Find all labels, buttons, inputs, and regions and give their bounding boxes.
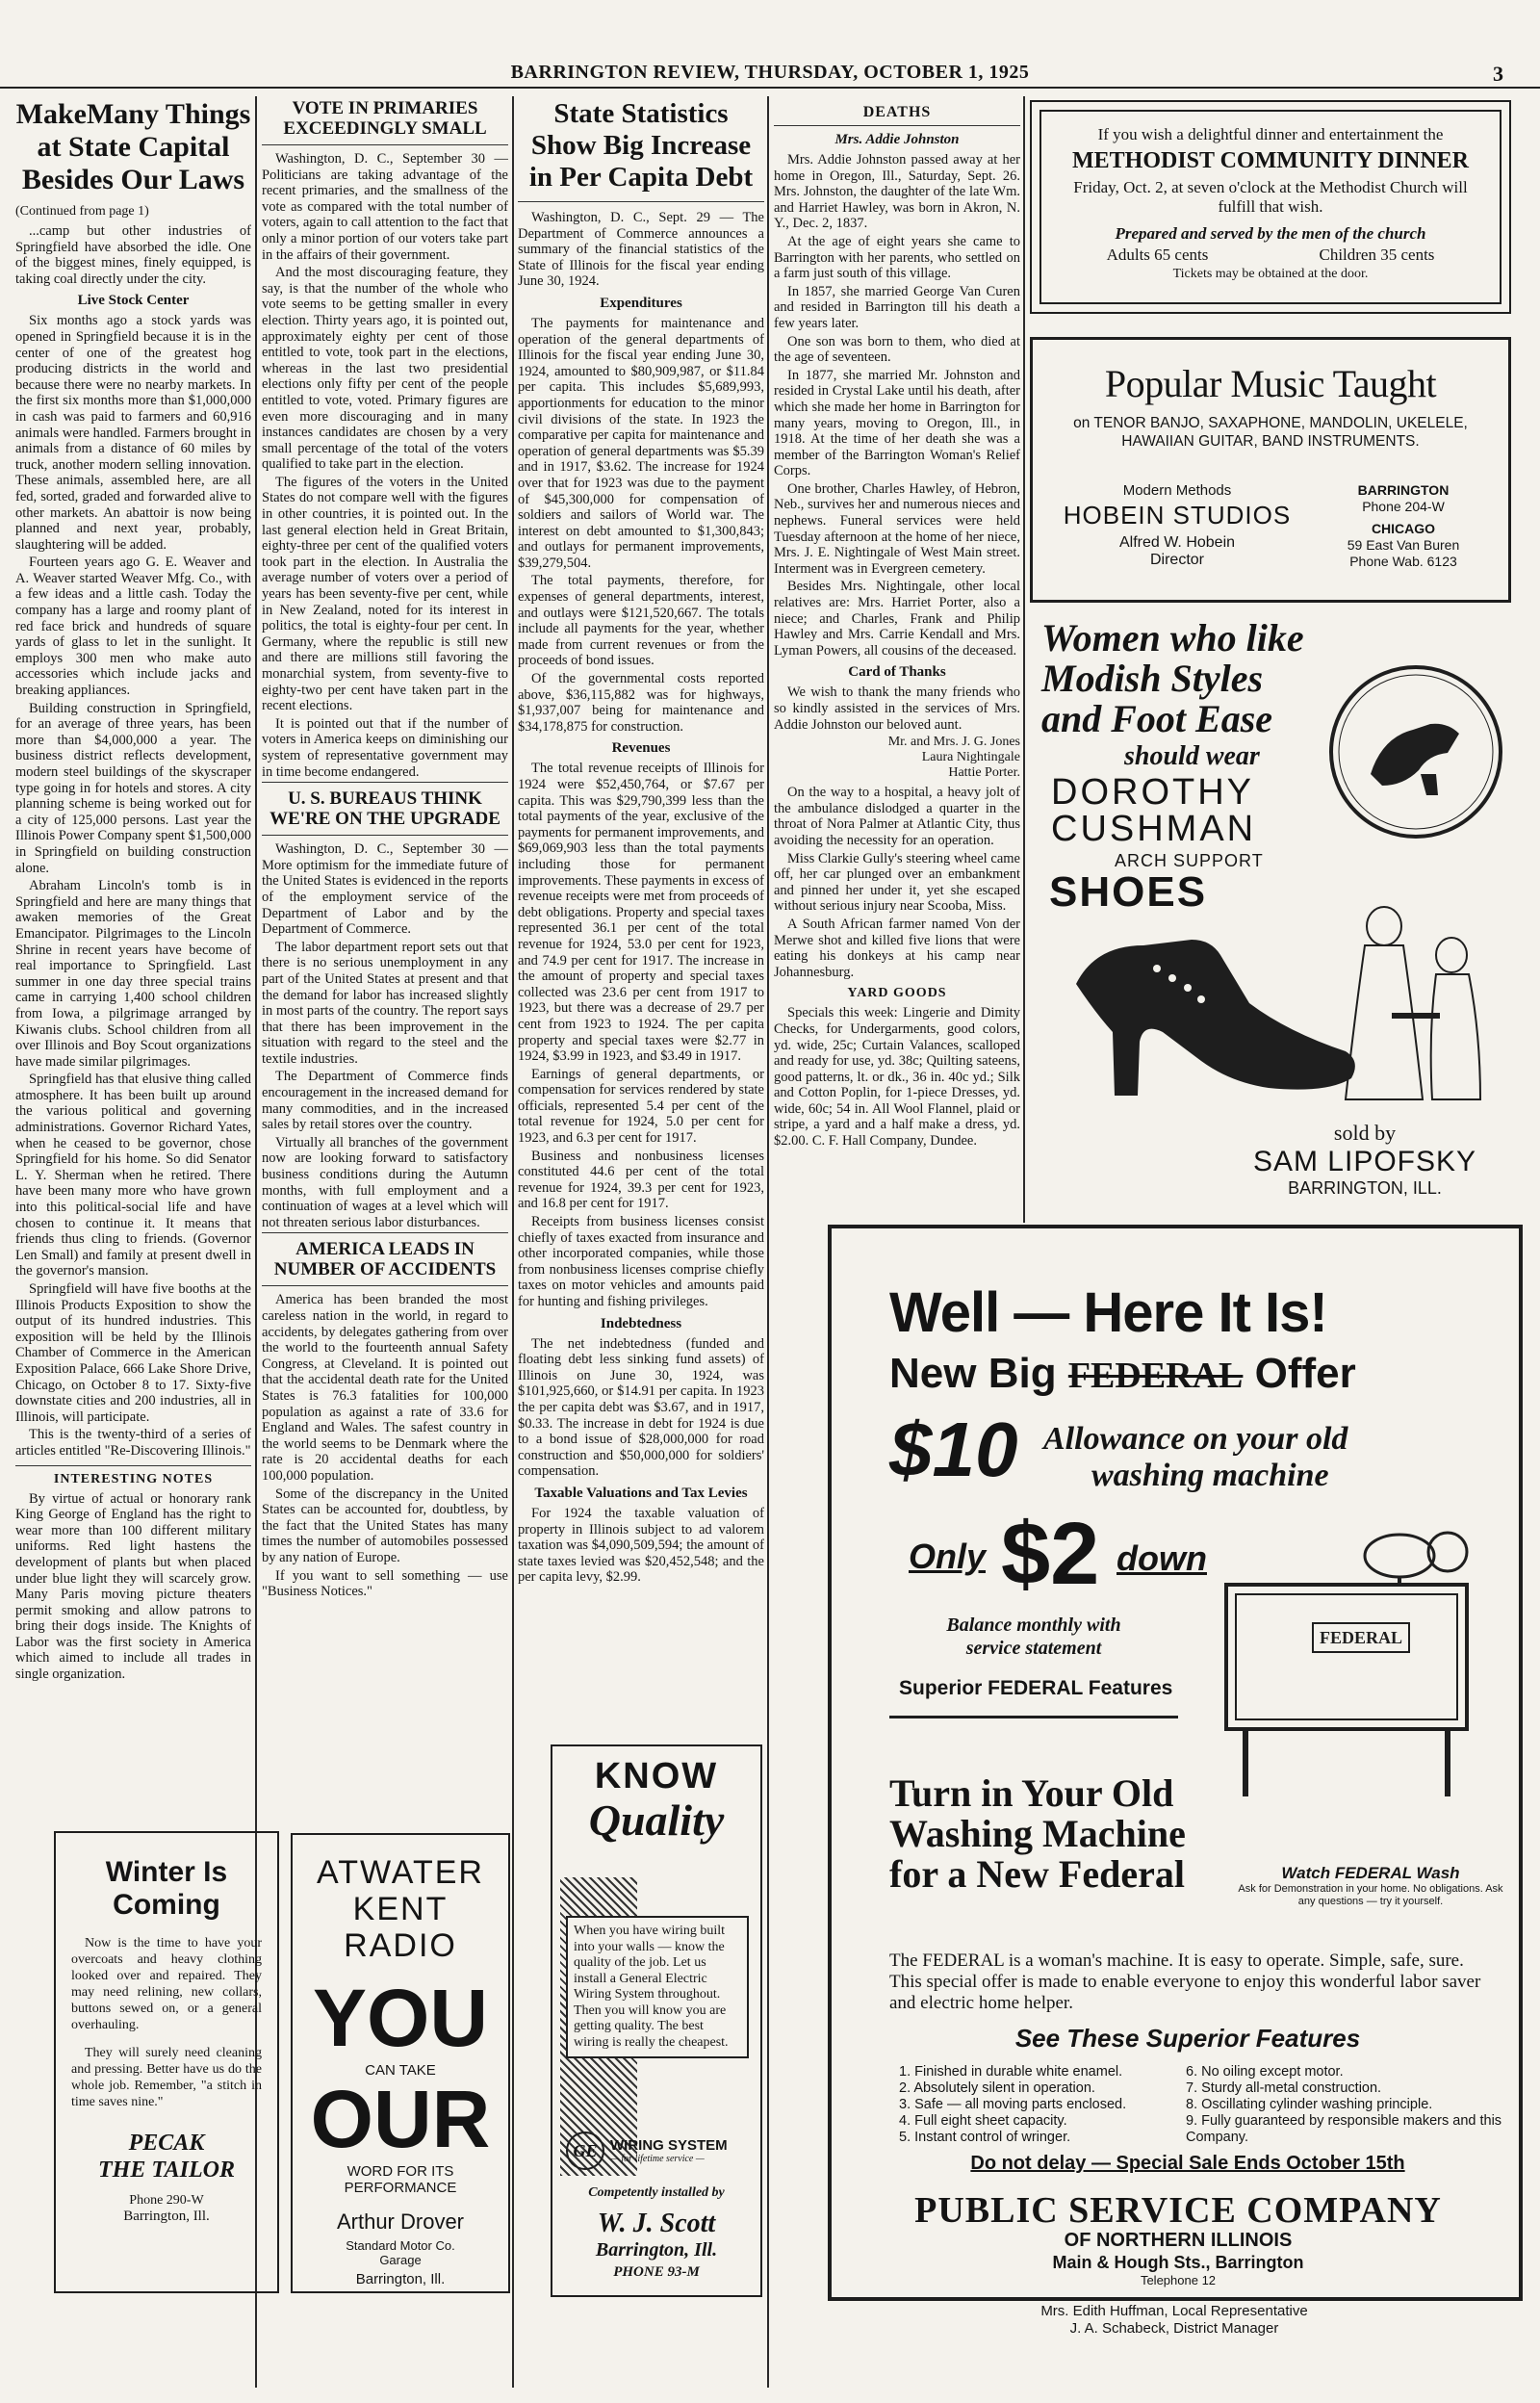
price-children: Children 35 cents xyxy=(1319,245,1435,264)
article-paragraph: Earnings of general departments, or compensation for services rendered by state officials, represented 5.4 per cent of the total revenue for 1924, 5.0 per cent for 1923, and 6.3 per cent for 1917. xyxy=(518,1066,764,1147)
article-paragraph: Mrs. Addie Johnston passed away at her home in Oregon, Ill., Saturday, Sept. 26. Mrs. Johnston, the daughter of the late Wm. and Harriet Hawley, was born in Akron, N. Y., Dec. 2, 1837. xyxy=(774,152,1020,232)
seller-place: BARRINGTON, ILL. xyxy=(1288,1178,1442,1198)
ad-director-title: Director xyxy=(1149,552,1204,568)
article-paragraph: Washington, D. C., September 30 — More optimism for the immediate future of the United States is evidenced in the reports of the employment service of the Department of Labor and by the Department of Commerce. xyxy=(262,841,508,938)
brand-line: ATWATER xyxy=(317,1854,484,1891)
feature-item: 5. Instant control of wringer. xyxy=(899,2130,1071,2145)
continued-note: (Continued from page 1) xyxy=(15,204,149,219)
section-heading: DEATHS xyxy=(774,104,1020,126)
subheading: Taxable Valuations and Tax Levies xyxy=(534,1485,748,1501)
article-headline: State Statistics Show Big Increase in Per Capita Debt xyxy=(518,98,764,202)
brand-line-2: CUSHMAN xyxy=(1051,809,1257,849)
ad-title: Popular Music Taught xyxy=(1104,362,1437,405)
company-telephone: Telephone 12 xyxy=(1140,2273,1217,2287)
ad-our: OUR xyxy=(310,2074,491,2164)
ad-name xyxy=(56,2130,277,2183)
column-3 xyxy=(518,98,764,1735)
column-rule xyxy=(1023,96,1025,1223)
ad-allowance-amount: $10 xyxy=(889,1407,1018,1492)
article-paragraph: Virtually all branches of the government now are looking forward to satisfactory business conditions during the Autumn months, with full employment and a continuation of wages at a level which will not threaten serious labor disturbances. xyxy=(262,1134,508,1230)
article-paragraph: Receipts from business licenses consist chiefly of taxes exacted from insurance and other incorporated companies, while those from nonbusiness licenses comprise chiefly taxes on motor vehicles and amounts paid for hunting and fishing privileges. xyxy=(518,1214,764,1309)
trade-in-line: for a New Federal xyxy=(889,1852,1185,1896)
article-paragraph: By virtue of actual or honorary rank King George of England has the right to wear more than 100 different military uniforms. Red light hastens the development of plants but when placed under blue light they will scarcely grow. Many Paris moving picture theaters permit smoking and allow patrons to bring their dogs inside. The Knights of Labor was the first society in America which aimed to include all trades in single organization. xyxy=(15,1490,251,1683)
ad-offer-line xyxy=(889,1350,1356,1398)
ad-description: The FEDERAL is a woman's machine. It is easy to operate. Simple, safe, sure. This special offer is made to enable everyone to enjoy this wonderful labor saver and electric home helper. xyxy=(889,1951,1481,2013)
subheading: Card of Thanks xyxy=(848,664,946,681)
ad-when: Friday, Oct. 2, at seven o'clock at the Methodist Church will fulfill that wish. xyxy=(1073,178,1468,216)
ad-body: When you have wiring built into your walls — know the quality of the job. Let us install a General Electric Wiring System throughout. Then you will know you are getting quality. The best wiring is really the cheapest. xyxy=(566,1916,749,2058)
ad-can-take: CAN TAKE xyxy=(365,2062,436,2079)
ad-deadline: Do not delay — Special Sale Ends October 15th xyxy=(970,2153,1405,2174)
article-paragraph: Springfield will have five booths at the Illinois Products Exposition to show the output of its hundred industries. This exposition will be held by the Illinois Chamber of Commerce in the American Exposition Palace, 666 Lake Shore Drive, Chicago, on October 8 to 17. Sixty-five downstate cities and 200 industries, all in Illinois, will participate. xyxy=(15,1281,251,1425)
ad-pecak-tailor xyxy=(54,1831,279,2293)
ad-place: Barrington, Ill. xyxy=(123,2209,210,2224)
ad-paragraph: Now is the time to have your overcoats and heavy clothing looked over and repaired. They may need relining, new collars, buttons sewed on, or a general overhauling. xyxy=(71,1936,262,2032)
signature: Hattie Porter. xyxy=(948,765,1020,781)
location-address: 59 East Van Buren xyxy=(1347,537,1460,553)
article-paragraph: Springfield has that elusive thing called atmosphere. It has been built up around the various political and governing administrations. Governor Richard Yates, when he ceased to be governor, chose Springfield for his home. So did Senator L. Y. Sherman when he retired. There have been many more who have grown into this political-social life and have chosen to continue it. It means that friends thus cling to friends. (Governor Len Small) and family at present dwell in the governor's mansion. xyxy=(15,1072,251,1279)
subheading: YARD GOODS xyxy=(847,986,947,1001)
subheading: Expenditures xyxy=(600,295,682,311)
ad-know: KNOW xyxy=(594,1756,719,1796)
shoe-illustration-icon xyxy=(1057,917,1365,1109)
feature-item: 3. Safe — all moving parts enclosed. xyxy=(899,2097,1127,2112)
article-paragraph: And the most discouraging feature, they say, is that the number of the whole who vote seems to be getting smaller in every election. Thirty years ago, it is pointed out, approximately eighty per cent of those entitled to vote, took part in the elections, whereas in the last two presidential elections only fifty per cent of the people entitled to vote, voted. Primary figures are even more discouraging and in many instances candidates are chosen by a very small percentage of the total of the voters qualified to take part in the election. xyxy=(262,265,508,473)
ad-shoes-word: SHOES xyxy=(1049,868,1208,916)
ad-trade-in xyxy=(889,1773,1186,1895)
ad-dorothy-cushman-shoes xyxy=(1028,608,1513,1201)
machine-label: FEDERAL xyxy=(1319,1628,1403,1647)
ad-title xyxy=(56,1856,277,1922)
article-paragraph: Miss Clarkie Gully's steering wheel came off, her car plunged over an embankment and pinned her under it, yet she escaped without serious injury near Scooba, Miss. xyxy=(774,850,1020,915)
column-rule xyxy=(767,96,769,2388)
feature-item: 4. Full eight sheet capacity. xyxy=(899,2113,1067,2129)
article-paragraph: The total revenue receipts of Illinois for 1924 were $52,450,764, or $7.67 per capita. This was $29,790,399 less than the total payments of the year, exclusive of the payments for permanent improvements, and $69,069,903 less than the total payments including those for permanent improvements. These payments in excess of revenue receipts were met from proceeds of debt obligations. Property and special taxes represented 36.1 per cent of the total revenue for 1924, 53.0 per cent for 1923, and 74.9 per cent for 1917. The increase in the amount of property and special taxes collected was 23.6 per cent from 1917 to 1923, but there was a decrease of 29.7 per cent from 1923 to 1924. The per capita property and special taxes were $2.77 in 1924, $3.99 in 1923, and $3.49 in 1917. xyxy=(518,761,764,1065)
article-paragraph: The figures of the voters in the United States do not compare well with the figures in other countries, it is pointed out. In the last general election held in Great Britain, eighty-three per cent of the qualified voters took part in the election. In Australia the average number of voters over a period of years has been seventy-five per cent, while in New Zealand, noted for its interest in politics, the total is eighty-four per cent. In Germany, where the republic is still new and there are millions still favoring the monarchial system, from seventy-five to eighty-two per cent have taken part in the recent elections. xyxy=(262,474,508,714)
ad-quality: Quality xyxy=(588,1796,725,1845)
page-number: 3 xyxy=(1493,62,1503,86)
ad-methods: Modern Methods xyxy=(1122,482,1232,499)
article-paragraph: In 1877, she married Mr. Johnston and resided in Crystal Lake until his death, after which she made her home in Barrington for many years, moving to Oregon, Ill., in 1918. At the time of her death she was a member of the Barrington Woman's Relief Corps. xyxy=(774,367,1020,479)
feature-item: 7. Sturdy all-metal construction. xyxy=(1186,2080,1382,2096)
ge-logo-icon: GE xyxy=(566,2132,604,2170)
offer-text: Offer xyxy=(1254,1350,1356,1397)
article-paragraph: The labor department report sets out that there is no serious unemployment in any part of the United States at present and that the demand for labor has increased slightly in most parts of the country. The report says that there has been improvement in the situation with regard to the steel and the textile industries. xyxy=(262,939,508,1067)
slogan-line: Women who like xyxy=(1041,616,1304,659)
allowance-line: washing machine xyxy=(1091,1458,1329,1493)
subheading: Mrs. Addie Johnston xyxy=(834,132,960,147)
column-rule xyxy=(512,96,514,2388)
ad-should-wear: should wear xyxy=(1124,741,1260,771)
feature-list xyxy=(899,2064,1515,2146)
washing-machine-icon xyxy=(1207,1517,1496,1806)
article-paragraph: Abraham Lincoln's tomb is in Springfield and here are many things that awaken memories of the Great Emancipator. Pilgrimages to the Lincoln Shrine in recent years have become of real importance to Springfield. Last summer in one day three special trains came in carrying 1,400 school children from Iowa, a pilgrimage arranged by Kiwanis clubs. School children from all over Illinois and Boy Scout organizations have made similar pilgrimages. xyxy=(15,878,251,1070)
article-paragraph: The payments for maintenance and operation of the general departments of Illinois for the fiscal year ending June 30, 1924, amounted to $80,909,987, or $11.84 per capita. This includes $5,689,993, apportionments for education to the minor civil divisions of the state. In 1923 the comparative per capita for maintenance and operation of general departments was $5.39 and in 1917, $3.62. The increase for 1924 over that for 1923 was due to the payment of $45,300,000 for compensation of soldiers and sailors of World war. The interest on debt amounted to $1,300,843; and outlays for permanent improvements, $39,279,504. xyxy=(518,315,764,571)
article-paragraph: The Department of Commerce finds encouragement in the increased demand for many commodities, and in the increased sales by retail stores over the country. xyxy=(262,1069,508,1133)
subheading: Indebtedness xyxy=(600,1315,682,1331)
article-paragraph: A South African farmer named Von der Merwe shot and killed five lions that were eating his donkeys at his camp near Johannesburg. xyxy=(774,916,1020,980)
ad-arch-support: ARCH SUPPORT xyxy=(1115,851,1264,870)
local-representative: Mrs. Edith Huffman, Local Representative xyxy=(1040,2303,1308,2319)
ad-headline: Well — Here It Is! xyxy=(889,1281,1327,1344)
wiring-system: WIRING SYSTEM xyxy=(610,2137,728,2154)
ad-see-features: See These Superior Features xyxy=(1014,2024,1361,2053)
location-phone: Phone 204-W xyxy=(1362,499,1445,514)
feature-item: 9. Fully guaranteed by responsible makers and this Company. xyxy=(1186,2113,1502,2145)
article-paragraph: Six months ago a stock yards was opened in Springfield because it is in the center of one of the greatest hog producing districts in the world and because there were no nearby markets. In the first six months more than $1,000,000 in cash was paid to farmers and 60,916 animals were handled. Farmers brought in animals from a distance of 60 miles by truck, another modern selling innovation. These animals, assembled here, are all fed, sorted, graded and forwarded alive to other markets. An abattoir is now being planned and next year, probably, slaughtering will be added. xyxy=(15,313,251,553)
ad-watch-block xyxy=(1236,1864,1505,1908)
name-line: THE TAILOR xyxy=(97,2158,236,2183)
article-paragraph: One son was born to them, who died at the age of seventeen. xyxy=(774,333,1020,366)
feature-item: 8. Oscillating cylinder washing principle. xyxy=(1186,2097,1433,2112)
article-paragraph: Washington, D. C., Sept. 29 — The Department of Commerce announces a summary of the financial statistics of the State of Illinois for the fiscal year ending June 30, 1924. xyxy=(518,210,764,290)
column-1 xyxy=(15,98,251,1725)
shoe-medallion-icon xyxy=(1324,660,1507,843)
ad-prices xyxy=(1051,245,1490,265)
article-paragraph: At the age of eight years she came to Barrington with her parents, who settled on a farm just south of this village. xyxy=(774,233,1020,282)
article-paragraph: Washington, D. C., September 30 — Politicians are taking advantage of the recent primaries, and the smallness of the vote as compared with the total number of voters, again to call attention to the fact that only a minor portion of our voters take part in the affairs of their government. xyxy=(262,151,508,263)
ad-intro: If you wish a delightful dinner and entertainment the xyxy=(1097,125,1444,143)
feature-list-left xyxy=(899,2064,1168,2146)
title-line: Winter Is xyxy=(105,1856,228,1888)
company-address: Main & Hough Sts., Barrington xyxy=(1052,2253,1304,2272)
brand-line: RADIO xyxy=(344,1927,457,1964)
seller-name: SAM LIPOFSKY xyxy=(1252,1146,1477,1177)
ad-phone: Phone 290-W xyxy=(129,2193,204,2208)
feature-item: 1. Finished in durable white enamel. xyxy=(899,2064,1123,2080)
ad-studio-name: HOBEIN STUDIOS xyxy=(1063,501,1292,530)
trade-in-line: Washing Machine xyxy=(889,1812,1186,1855)
signature: Mr. and Mrs. J. G. Jones xyxy=(887,735,1020,750)
balance-line: Balance monthly with xyxy=(946,1615,1121,1636)
article-paragraph: This is the twenty-third of a series of articles entitled "Re-Discovering Illinois." xyxy=(15,1427,251,1459)
article-paragraph: For 1924 the taxable valuation of property in Illinois subject to ad valorem taxation was $4,090,509,594; the amount of state taxes levied was $20,452,548; and the per capita levy, $2.99. xyxy=(518,1505,764,1586)
ad-installer-place: Barrington, Ill. xyxy=(595,2239,718,2261)
article-paragraph: The total payments, therefore, for expenses of general departments, interest, and outlays were $121,520,667. The totals include all payments for the year, whether made from current revenues or from the proceeds of bond issues. xyxy=(518,573,764,669)
location-phone: Phone Wab. 6123 xyxy=(1349,554,1457,569)
article-paragraph: One brother, Charles Hawley, of Hebron, Neb., survives her and numerous nieces and nephews. Funeral services were held Tuesday afternoon at the home of her niece, Mrs. J. E. Nightingale of West Main street. Interment was in Evergreen cemetery. xyxy=(774,480,1020,577)
ad-methodist-dinner xyxy=(1030,100,1511,314)
ad-allowance-text xyxy=(1043,1421,1348,1494)
divider xyxy=(889,1716,1178,1718)
article-headline: MakeMany Things at State Capital Besides Our Laws xyxy=(15,98,251,195)
ad-garage: Standard Motor Co. Garage xyxy=(346,2238,455,2267)
ad-ge-wiring xyxy=(551,1744,762,2297)
district-manager: J. A. Schabeck, District Manager xyxy=(1069,2320,1279,2337)
title-line: Coming xyxy=(113,1889,220,1921)
subheading: INTERESTING NOTES xyxy=(15,1465,251,1487)
location-city: CHICAGO xyxy=(1371,521,1436,536)
ad-music-lessons xyxy=(1030,337,1511,603)
ad-superior-features: Superior FEDERAL Features xyxy=(899,1677,1173,1699)
offer-text: New Big xyxy=(889,1350,1057,1397)
ad-you: YOU xyxy=(312,1973,489,2063)
article-headline: U. S. BUREAUS THINK WE'RE ON THE UPGRADE xyxy=(262,782,508,836)
ad-prepared: Prepared and served by the men of the church xyxy=(1115,224,1426,243)
feature-item: 2. Absolutely silent in operation. xyxy=(899,2080,1095,2096)
article-paragraph: The net indebtedness (funded and floating debt less sinking fund assets) of Illinois on June 30, 1924, was $101,925,660, or $14.91 per capita. In 1923 the per capita debt was $3.67, and in 1917, $0.33. The increase in debt for 1924 is due to a bond issue of $28,000,000 for road construction and $50,000,000 for soldiers' compensation. xyxy=(518,1335,764,1480)
ad-title: METHODIST COMMUNITY DINNER xyxy=(1071,148,1470,173)
ad-only: Only xyxy=(909,1537,987,1576)
ad-locations xyxy=(1322,482,1485,570)
ad-dealer-name: Arthur Drover xyxy=(336,2209,465,2234)
article-headline: VOTE IN PRIMARIES EXCEEDINGLY SMALL xyxy=(262,98,508,145)
masthead xyxy=(0,56,1540,89)
lifetime-service: — for lifetime service — xyxy=(610,2154,705,2164)
column-4 xyxy=(774,98,1020,1215)
ladies-illustration-icon xyxy=(1336,897,1500,1119)
location-city: BARRINGTON xyxy=(1357,482,1450,498)
article-paragraph: It is pointed out that if the number of voters in America keeps on diminishing our system of representative government may in time become endangered. xyxy=(262,715,508,780)
ad-director-name: Alfred W. Hobein xyxy=(1118,534,1236,551)
article-paragraph: Of the governmental costs reported above, $36,115,882 was for highways, $1,937,007 being for maintenance and $34,178,875 for construction. xyxy=(518,671,764,735)
article-paragraph: Fourteen years ago G. E. Weaver and A. Weaver started Weaver Mfg. Co., with a few ideas and a little cash. Today the company has a large and roomy plant of red face brick and hundreds of square yards of glass to let in the sunlight. It employs 300 men who make auto accessories which include jacks and breaking appliances. xyxy=(15,555,251,699)
article-paragraph: Business and nonbusiness licenses constituted 44.6 per cent of the total revenue for 1924, 39.3 per cent for 1923, and 16.8 per cent for 1917. xyxy=(518,1148,764,1212)
sold-by: sold by xyxy=(1333,1121,1397,1145)
feature-list-right xyxy=(1186,2064,1503,2146)
ad-balance xyxy=(889,1614,1178,1660)
brand-line-1: DOROTHY xyxy=(1051,772,1254,813)
article-paragraph: Building construction in Springfield, for an average of three years, has been more than $4,000,000 a year. The business district reflects development, modern steel buildings of the skyscraper type going in for hotels and stores. A city planning scheme is being worked out for a city of 125,000 persons. Last year the Illinois Power Company spent $1,500,000 in Springfield on building construction alone. xyxy=(15,700,251,876)
ad-representatives xyxy=(866,2303,1482,2338)
ad-brand xyxy=(293,1854,508,1964)
company-name: PUBLIC SERVICE COMPANY xyxy=(914,2190,1442,2231)
article-paragraph: On the way to a hospital, a heavy jolt of the ambulance dislodged a quarter in the throat of Nora Palmer at Atlantic City, thus avoiding the necessity for an operation. xyxy=(774,785,1020,848)
feature-item: 6. No oiling except motor. xyxy=(1186,2064,1344,2080)
name-line: PECAK xyxy=(128,2131,205,2156)
ad-logo-row xyxy=(566,2132,749,2170)
ad-down: down xyxy=(1116,1538,1207,1578)
subheading: Revenues xyxy=(611,740,671,757)
brand-line: KENT xyxy=(352,1891,449,1927)
ad-down-amount: $2 xyxy=(1001,1505,1100,1603)
article-paragraph: America has been branded the most careless nation in the world, in regard to accidents, by delegates gathering from over the world to the fourteenth annual Safety Congress, at Cleveland. It is pointed out that the accidental death rate for the United States is 76.3 fatalities for 100,000 population as against a rate of 33.6 for England and Wales. The safest country in the world seems to be Denmark where the rate is 20 accidental deaths for each 100,000 population. xyxy=(262,1292,508,1484)
watch-note: Ask for Demonstration in your home. No obligations. Ask any questions — try it yourself. xyxy=(1238,1883,1503,1907)
article-paragraph: We wish to thank the many friends who so kindly assisted in the services of Mrs. Addie Johnston our beloved aunt. xyxy=(774,685,1020,733)
ad-tickets: Tickets may be obtained at the door. xyxy=(1172,267,1369,281)
slogan-line: and Foot Ease xyxy=(1041,697,1273,740)
signatures xyxy=(774,735,1020,781)
ad-installer-phone: PHONE 93-M xyxy=(613,2264,700,2280)
column-2 xyxy=(262,98,508,1812)
ad-seller xyxy=(1220,1121,1509,1199)
ad-place: Barrington, Ill. xyxy=(355,2271,446,2287)
article-paragraph: In 1857, she married George Van Curen and resided in Barrington till his death a few years later. xyxy=(774,283,1020,331)
article-headline: AMERICA LEADS IN NUMBER OF ACCIDENTS xyxy=(262,1232,508,1286)
company-region: OF NORTHERN ILLINOIS xyxy=(1064,2230,1293,2251)
article-paragraph: If you want to sell something — use "Business Notices." xyxy=(262,1567,508,1600)
allowance-line: Allowance on your old xyxy=(1043,1421,1348,1457)
price-adults: Adults 65 cents xyxy=(1106,245,1209,264)
ad-paragraph: They will surely need cleaning and pressing. Better have us do the whole job. Remember, "a stitch in time saves nine." xyxy=(71,2046,262,2109)
article-paragraph: ...camp but other industries of Springfield have absorbed the idle. One of the biggest mines, finely equipped, is taking coal directly under the city. xyxy=(15,223,251,287)
ad-slogan xyxy=(1041,618,1304,739)
ad-word: WORD FOR ITS PERFORMANCE xyxy=(344,2163,457,2196)
ad-atwater-kent-radio xyxy=(291,1833,510,2293)
article-paragraph: Some of the discrepancy in the United States can be accounted for, doubtless, by the fact that the United States has many times the number of automobiles possessed by any nation of Europe. xyxy=(262,1486,508,1565)
masthead-title: BARRINGTON REVIEW, THURSDAY, OCTOBER 1, 1925 xyxy=(510,62,1030,83)
trade-in-line: Turn in Your Old xyxy=(889,1771,1174,1815)
article-paragraph: Specials this week: Lingerie and Dimity Checks, for Undergarments, good colors, yd. wide, 25c; Curtain Valances, scalloped and ready for use, yd. 38c; Quilting sateens, good patterns, lt. or dk., 36 in. 40c yd.; Silk and Cotton Poplin, for 1-piece Dresses, yd. wide, 60c; 54 in. All Wool Flannel, plaid or stripe, a yard and a half make a dress, yd. $2.00. C. F. Hall Company, Dundee. xyxy=(774,1005,1020,1150)
ad-federal-washer xyxy=(828,1225,1523,2301)
watch-title: Watch FEDERAL Wash xyxy=(1281,1864,1460,1882)
ad-instruments: on TENOR BANJO, SAXAPHONE, MANDOLIN, UKELELE, HAWAIIAN GUITAR, BAND INSTRUMENTS. xyxy=(1073,415,1468,450)
balance-line: service statement xyxy=(965,1638,1102,1659)
ad-installed-by: Competently installed by xyxy=(588,2185,725,2200)
federal-wordmark: FEDERAL xyxy=(1067,1356,1244,1396)
subheading: Live Stock Center xyxy=(77,293,190,309)
article-paragraph: Besides Mrs. Nightingale, other local relatives are: Mrs. Harriet Porter, also a niece; and Charles, Frank and Philip Hawley and Mrs. Carrie Kendall and Mrs. Lyman Powers, all cousins of the deceased. xyxy=(774,579,1020,659)
slogan-line: Modish Styles xyxy=(1041,657,1264,700)
ad-studio-block xyxy=(1052,482,1302,569)
ad-installer-name: W. J. Scott xyxy=(597,2209,716,2238)
signature: Laura Nightingale xyxy=(921,750,1020,765)
